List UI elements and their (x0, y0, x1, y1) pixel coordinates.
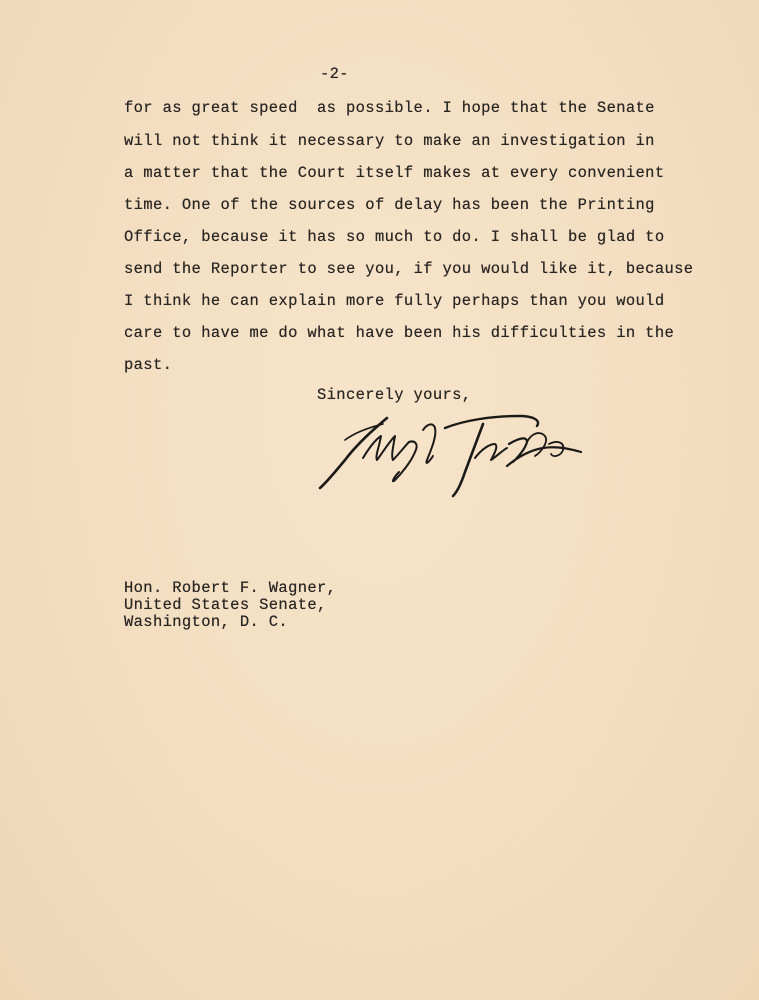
body-line: send the Reporter to see you, if you would like it, because (124, 260, 694, 278)
closing: Sincerely yours, (317, 386, 472, 404)
addressee-org: United States Senate, (124, 596, 327, 614)
signature (305, 400, 595, 500)
body-line: care to have me do what have been his difficulties in the (124, 324, 675, 342)
body-line: past. (124, 356, 173, 374)
addressee-name: Hon. Robert F. Wagner, (124, 579, 337, 597)
body-line: for as great speed as possible. I hope that the Senate (124, 99, 655, 117)
addressee-city: Washington, D. C. (124, 613, 289, 631)
body-line: I think he can explain more fully perhaps than you would (124, 292, 665, 310)
body-line: will not think it necessary to make an investigation in (124, 132, 655, 150)
body-line: a matter that the Court itself makes at every convenient (124, 164, 665, 182)
body-line: time. One of the sources of delay has been the Printing (124, 196, 655, 214)
body-line: Office, because it has so much to do. I shall be glad to (124, 228, 665, 246)
page-number: -2- (320, 65, 349, 83)
